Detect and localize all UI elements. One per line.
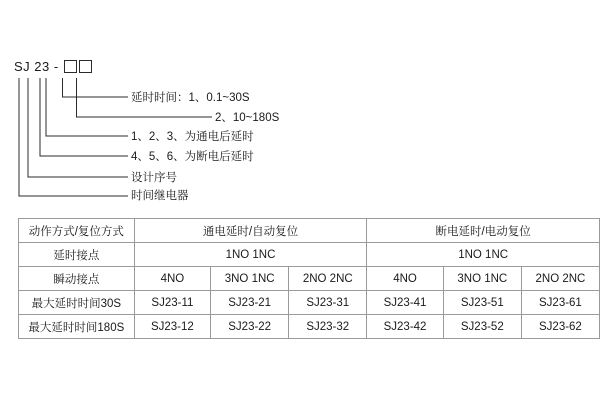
cell-model-180s-4: SJ23-42	[367, 315, 443, 339]
table-row	[19, 291, 600, 315]
annotation-group-power-off: 4、5、6、为断电后延时	[131, 151, 254, 163]
table-row	[19, 243, 600, 267]
annotation-relay-name: 时间继电器	[131, 190, 189, 202]
row-label-max-delay-30s: 最大延时时间30S	[19, 291, 135, 315]
table-row	[19, 267, 600, 291]
table-header-group-power-on: 通电延时/自动复位	[134, 219, 367, 243]
cell-instant-1: 4NO	[134, 267, 210, 291]
cell-instant-4: 4NO	[367, 267, 443, 291]
specification-table	[18, 218, 600, 339]
annotation-delay-time-2: 2、10~180S	[215, 112, 280, 124]
table-header-group-power-off: 断电延时/电动复位	[367, 219, 600, 243]
row-label-delay-contact: 延时接点	[19, 243, 135, 267]
table-header-left: 动作方式/复位方式	[19, 219, 135, 243]
annotation-delay-time-1: 延时时间：1、0.1~30S	[131, 92, 250, 104]
code-dash: -	[53, 59, 59, 75]
cell-model-30s-2: SJ23-21	[211, 291, 289, 315]
cell-model-180s-3: SJ23-32	[289, 315, 367, 339]
cell-model-30s-1: SJ23-11	[134, 291, 210, 315]
cell-model-30s-3: SJ23-31	[289, 291, 367, 315]
code-series: 23	[34, 59, 50, 75]
cell-instant-5: 3NO 1NC	[443, 267, 521, 291]
cell-delay-contact-power-on: 1NO 1NC	[134, 243, 367, 267]
row-label-max-delay-180s: 最大延时时间180S	[19, 315, 135, 339]
annotation-design-number: 设计序号	[131, 172, 177, 184]
cell-model-30s-5: SJ23-51	[443, 291, 521, 315]
code-prefix: SJ	[14, 59, 31, 75]
table-header-row	[19, 219, 600, 243]
cell-instant-3: 2NO 2NC	[289, 267, 367, 291]
annotation-group-power-on: 1、2、3、为通电后延时	[131, 131, 254, 143]
cell-model-180s-5: SJ23-52	[443, 315, 521, 339]
cell-model-180s-1: SJ23-12	[134, 315, 210, 339]
cell-model-30s-6: SJ23-61	[521, 291, 599, 315]
cell-model-180s-6: SJ23-62	[521, 315, 599, 339]
cell-instant-6: 2NO 2NC	[521, 267, 599, 291]
cell-model-30s-4: SJ23-41	[367, 291, 443, 315]
cell-instant-2: 3NO 1NC	[211, 267, 289, 291]
row-label-instant-contact: 瞬动接点	[19, 267, 135, 291]
table-row	[19, 315, 600, 339]
cell-delay-contact-power-off: 1NO 1NC	[367, 243, 600, 267]
cell-model-180s-2: SJ23-22	[211, 315, 289, 339]
